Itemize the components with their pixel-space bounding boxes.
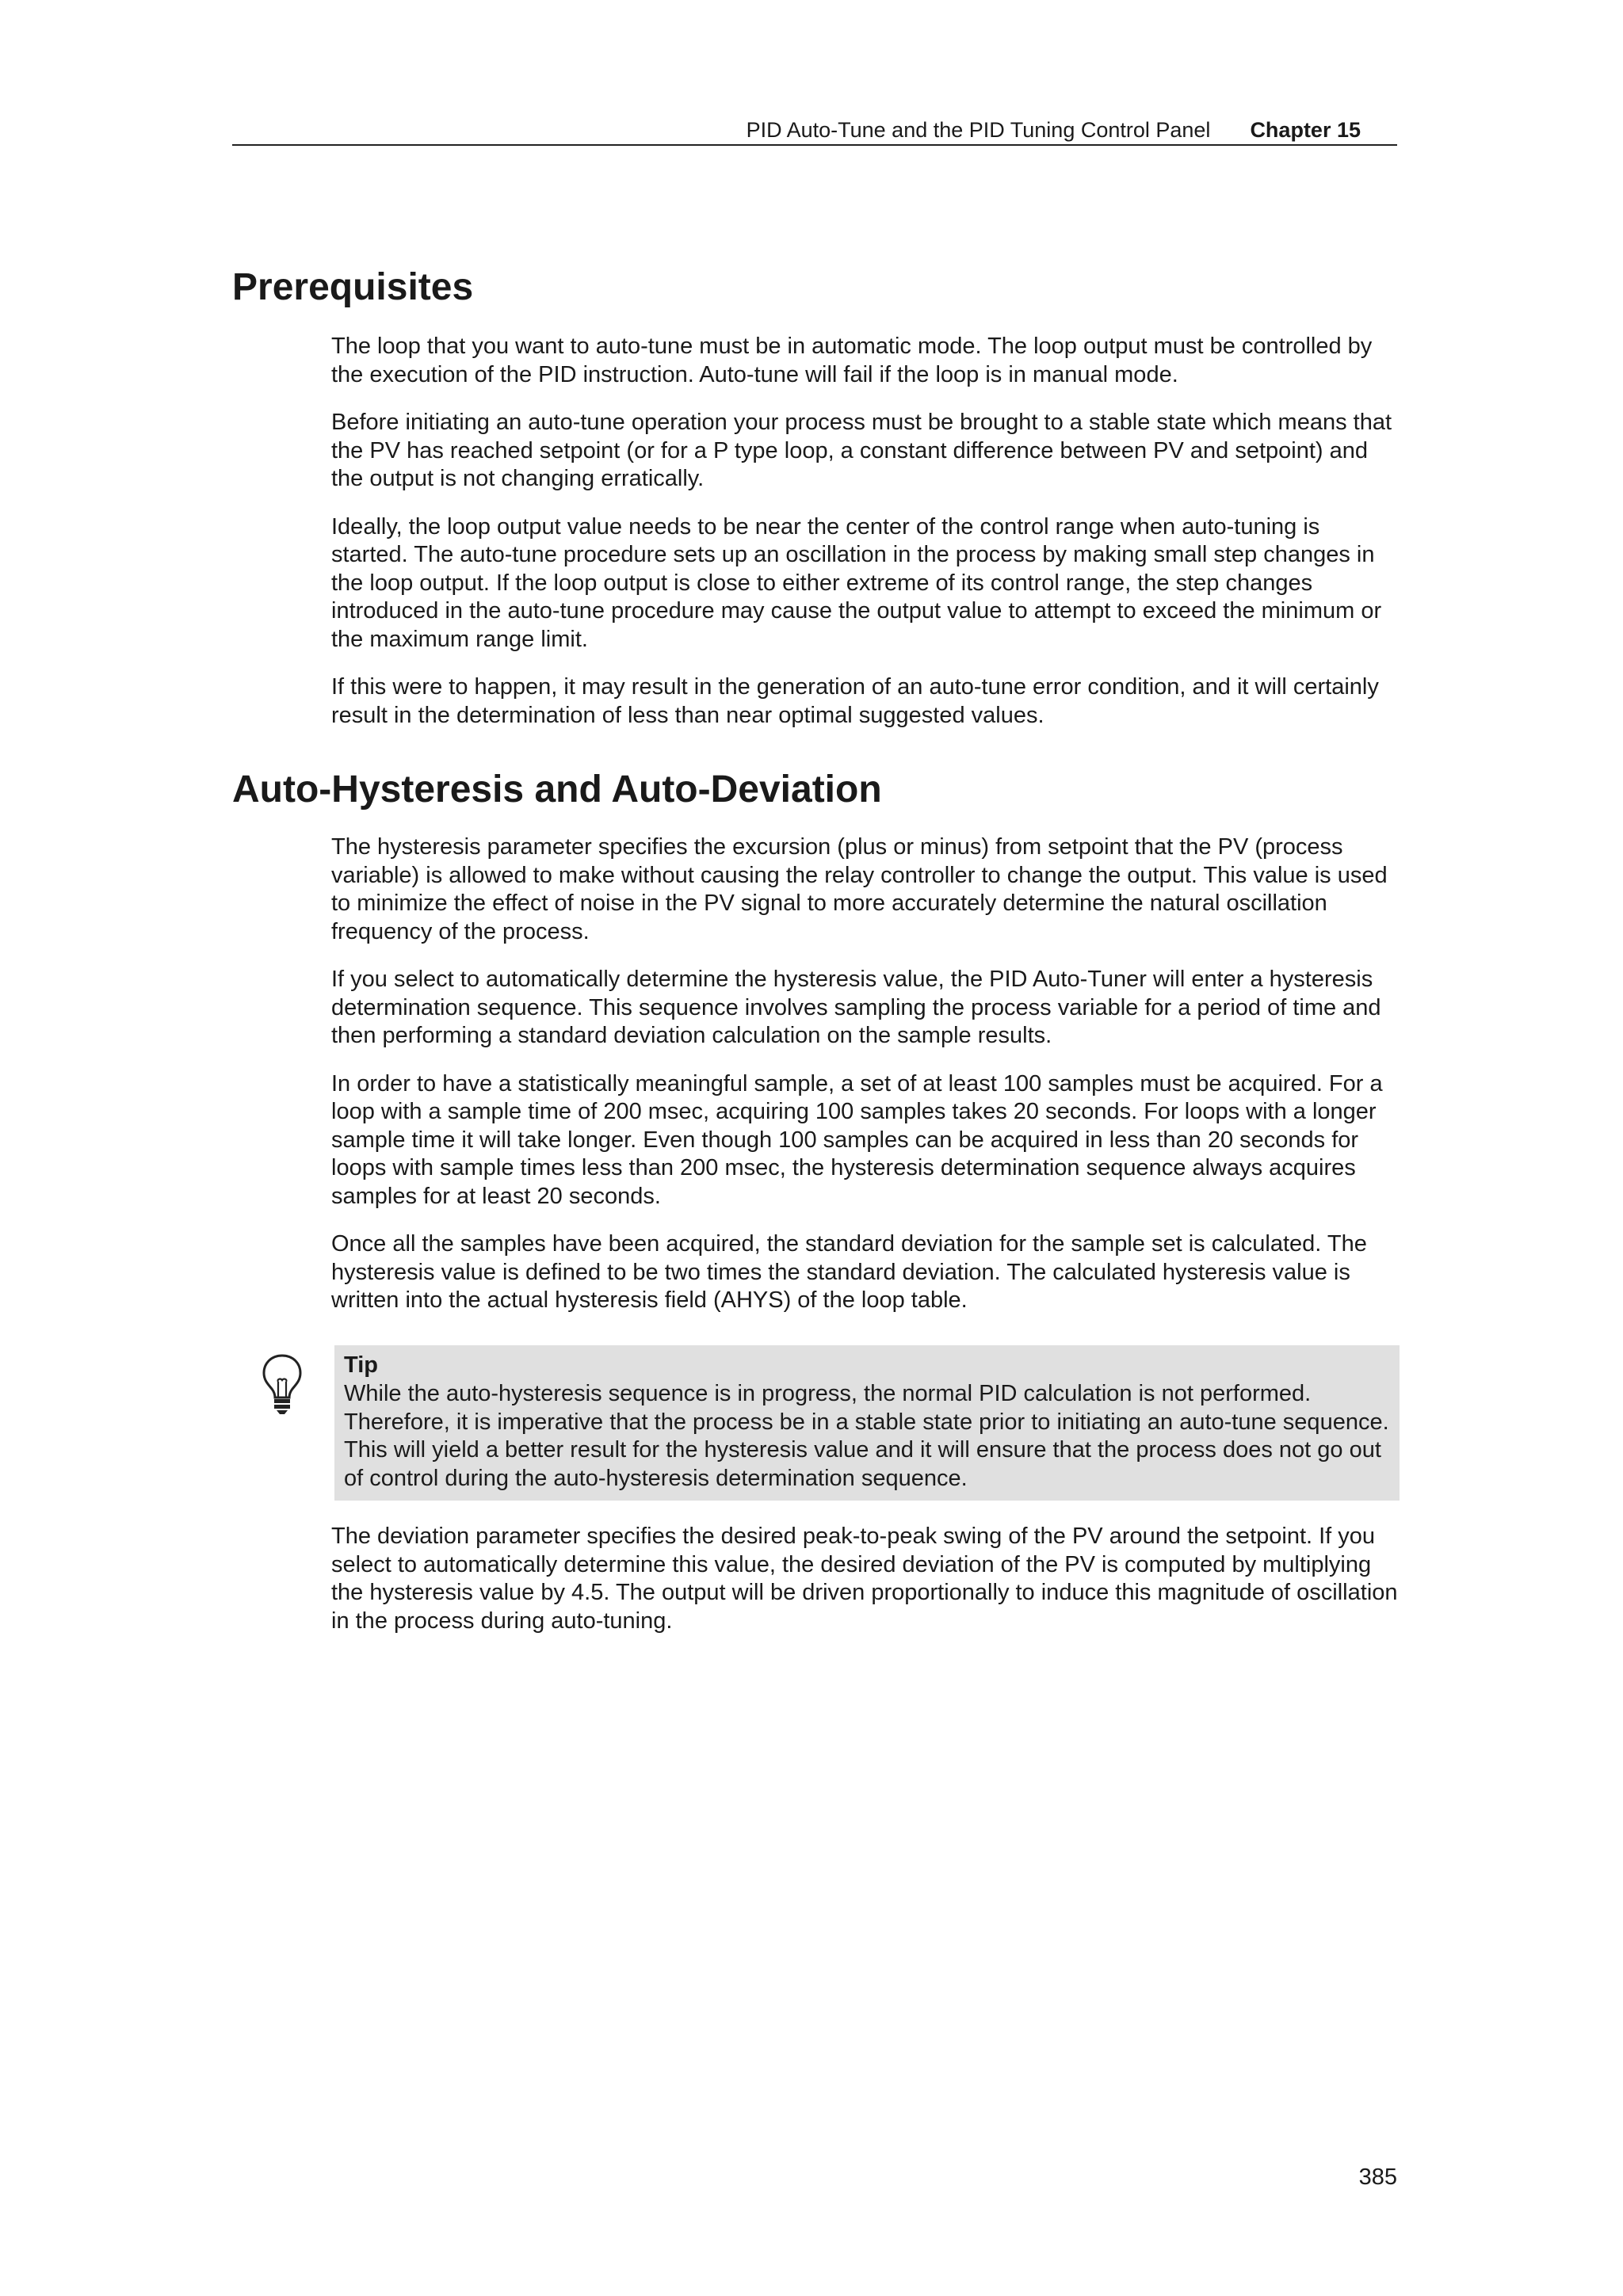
tip-title: Tip [344, 1352, 378, 1378]
prerequisites-body [331, 333, 1401, 749]
paragraph: In order to have a statistically meaningful sample, a set of at least 100 samples must be acquired. For a loop with a sample time of 200 msec, acquiring 100 samples takes 20 seconds. For loops with a longer sample time it will take longer. Even though 100 samples can be acquired in less than 20 seconds for loops with sample times less than 200 msec, the hysteresis determination sequence always acquires samples for at least 20 seconds. [331, 1070, 1383, 1209]
paragraph: The loop that you want to auto-tune must be in automatic mode. The loop output must be controlled by the execution of the PID instruction. Auto-tune will fail if the loop is in manual mode. [331, 334, 1373, 387]
prerequisites-heading: Prerequisites [232, 266, 474, 308]
header-chapter: Chapter 15 [1250, 118, 1361, 142]
tip-body: While the auto-hysteresis sequence is in progress, the normal PID calculation is not performed. Therefore, it is imperative that the process be in a stable state prior to initiating an auto-tune sequence. This will yield a better result for the hysteresis value and it will ensure that the process does not go out of control during the auto-hysteresis determination sequence. [344, 1381, 1389, 1491]
header-title: PID Auto-Tune and the PID Tuning Control Panel [746, 118, 1211, 142]
paragraph: Ideally, the loop output value needs to be near the center of the control range when auto-tuning is started. The auto-tune procedure sets up an oscillation in the process by making small step changes in the loop output. If the loop output is close to either extreme of its control range, the step changes introduced in the auto-tune procedure may cause the output value to attempt to exceed the minimum or the maximum range limit. [331, 513, 1382, 652]
auto-hysteresis-heading: Auto-Hysteresis and Auto-Deviation [232, 769, 882, 810]
lightbulb-icon [262, 1353, 303, 1417]
running-header [232, 114, 1397, 146]
page-number: 385 [1358, 2164, 1397, 2190]
paragraph: Before initiating an auto-tune operation your process must be brought to a stable state which means that the PV has reached setpoint (or for a P type loop, a constant difference between PV and setpoint) and the output is not changing erratically. [331, 410, 1392, 491]
deviation-body [331, 1523, 1401, 1655]
paragraph: Once all the samples have been acquired, the standard deviation for the sample set is calculated. The hysteresis value is defined to be two times the standard deviation. The calculated hysteresis value is written into the actual hysteresis field (AHYS) of the loop table. [331, 1231, 1367, 1313]
auto-hysteresis-body [331, 833, 1401, 1335]
paragraph: If this were to happen, it may result in the generation of an auto-tune error condition, and it will certainly result in the determination of less than near optimal suggested values. [331, 674, 1379, 728]
tip-box [334, 1345, 1400, 1501]
paragraph: The deviation parameter specifies the desired peak-to-peak swing of the PV around the setpoint. If you select to automatically determine this value, the desired deviation of the PV is computed by multiplying the hysteresis value by 4.5. The output will be driven proportionally to induce this magnitude of oscillation in the process during auto-tuning. [331, 1524, 1398, 1634]
paragraph: The hysteresis parameter specifies the excursion (plus or minus) from setpoint that the PV (process variable) is allowed to make without causing the relay controller to change the output. This value is used to minimize the effect of noise in the PV signal to more accurately determine the natural oscillation frequency of the process. [331, 834, 1388, 944]
tip-callout [254, 1345, 1400, 1502]
paragraph: If you select to automatically determine the hysteresis value, the PID Auto-Tuner will enter a hysteresis determination sequence. This sequence involves sampling the process variable for a period of time and then performing a standard deviation calculation on the sample results. [331, 967, 1381, 1048]
